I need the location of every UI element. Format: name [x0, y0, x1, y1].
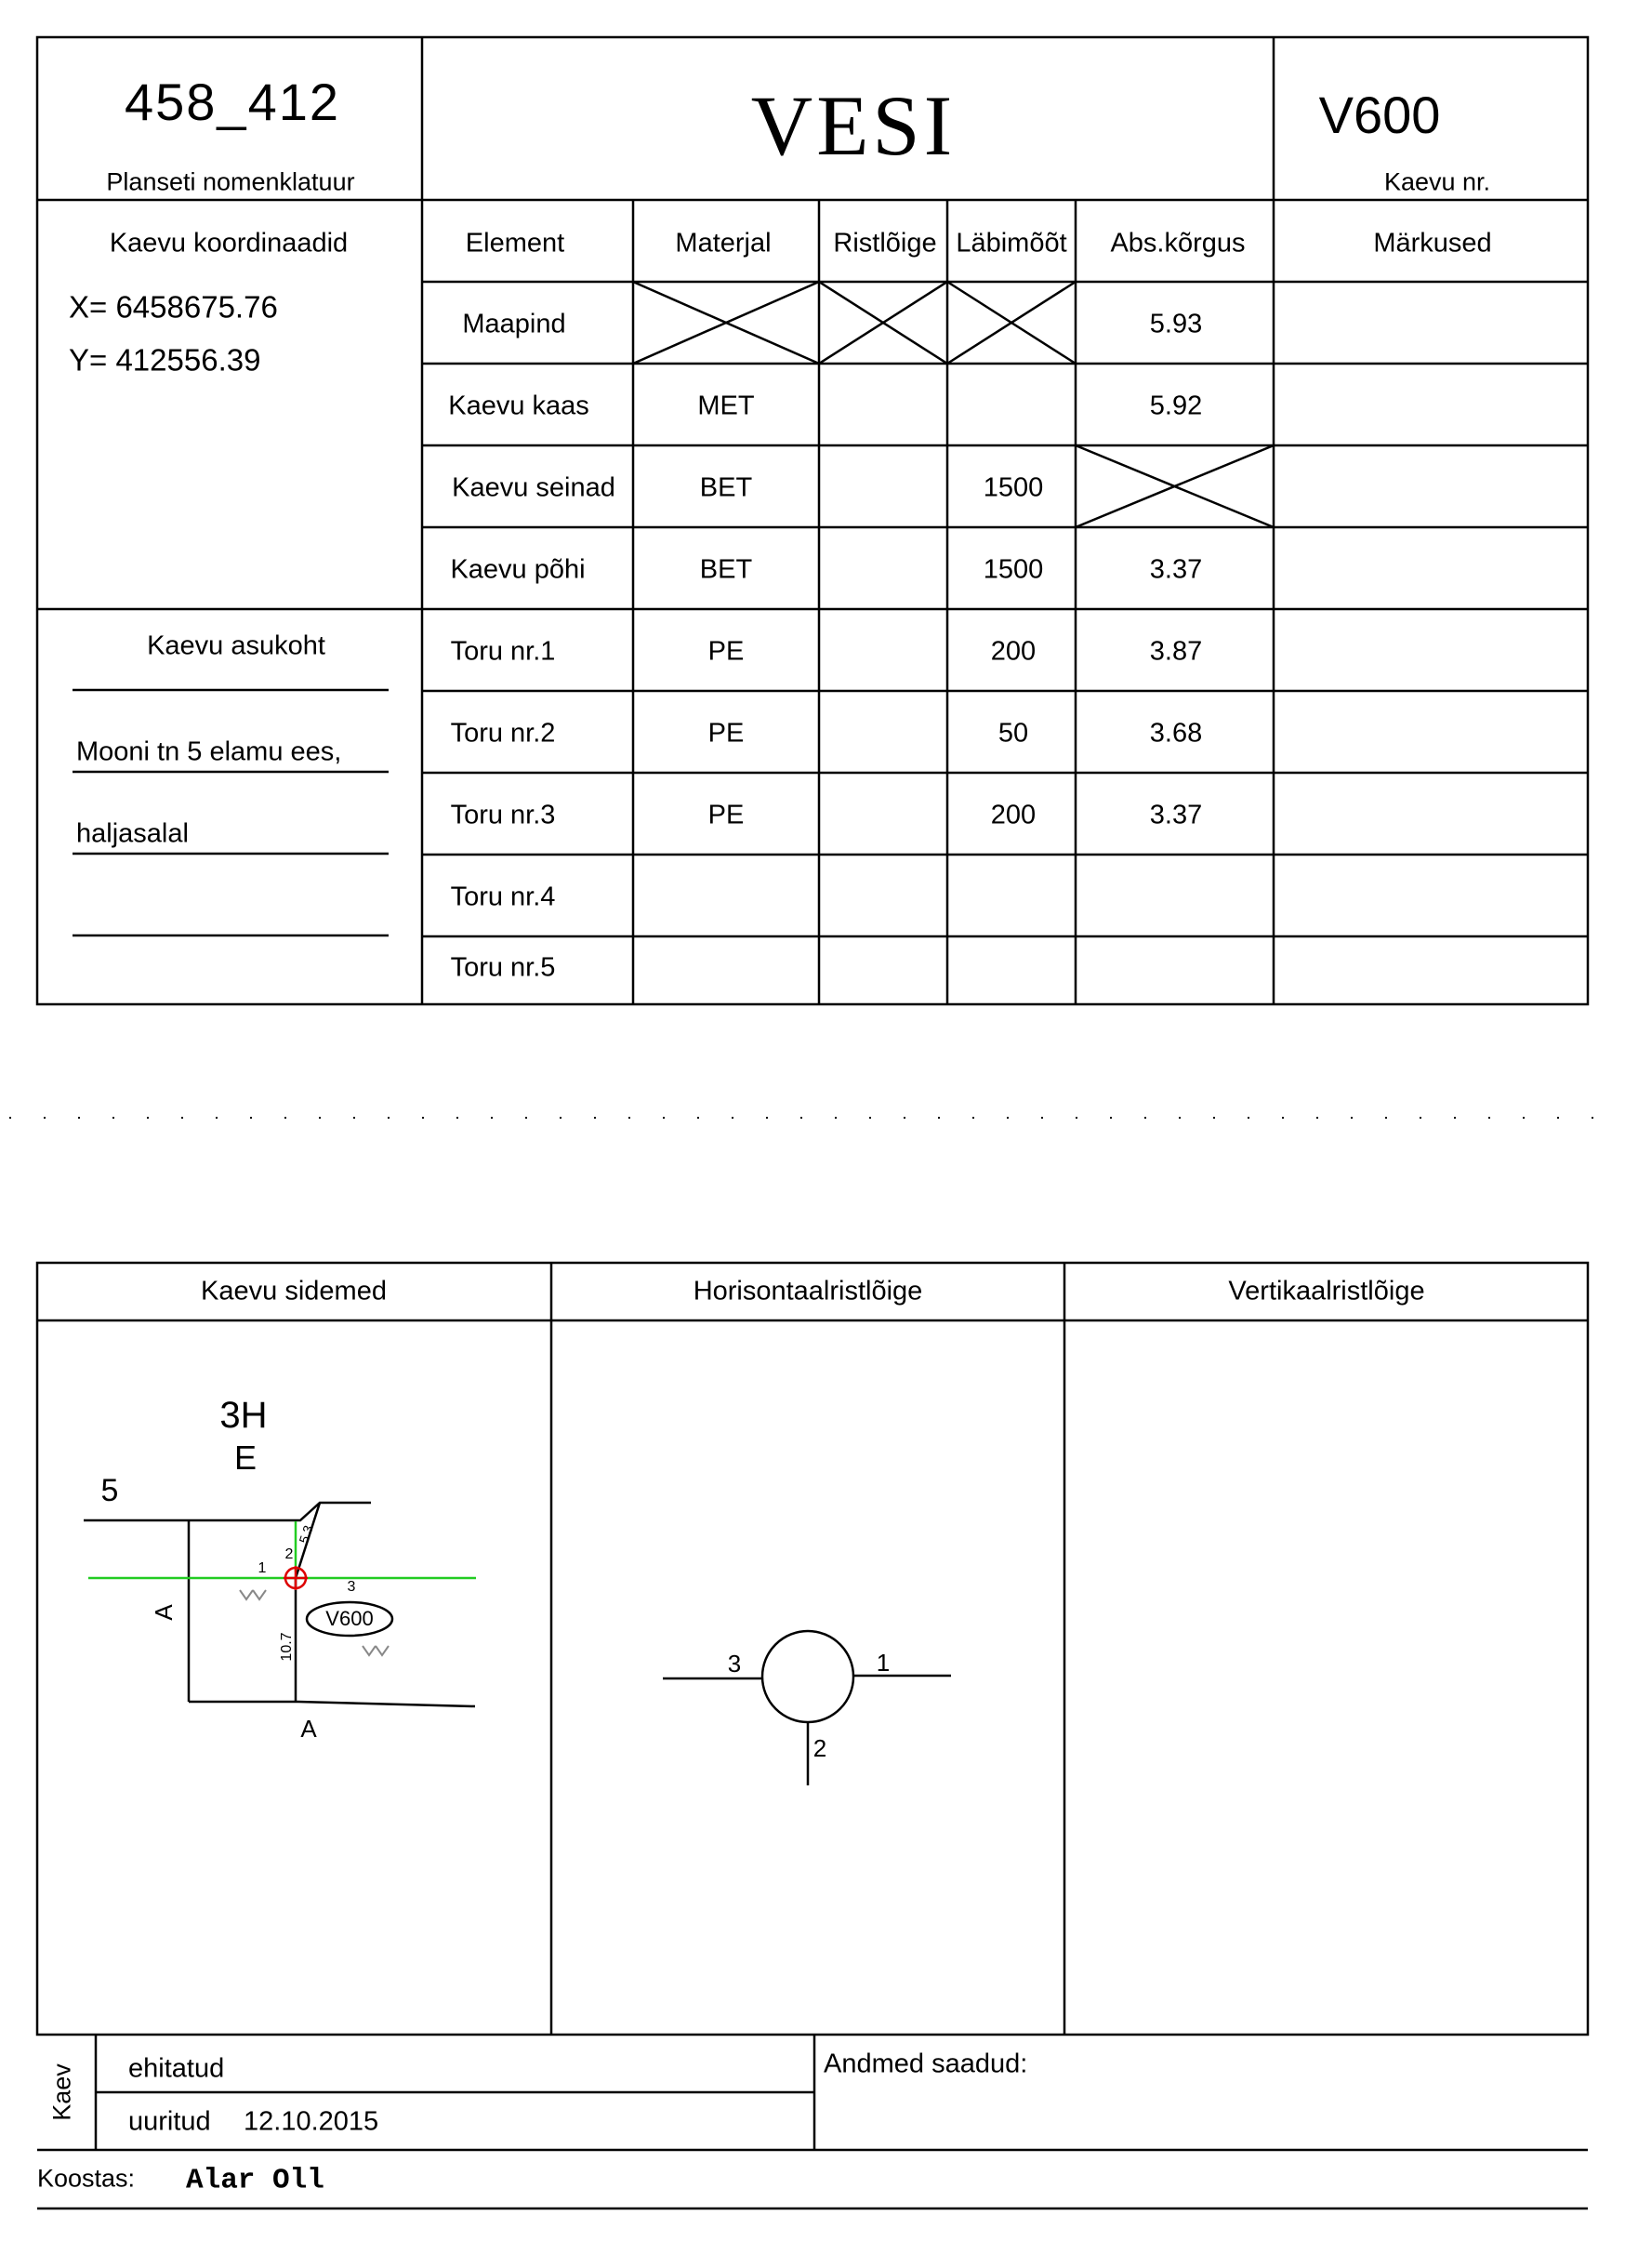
well-number-value: V600 [1318, 86, 1441, 144]
cell-materjal: BET [699, 472, 753, 503]
surveyed-label: uuritud [128, 2106, 211, 2137]
author-name: Alar Oll [186, 2164, 324, 2197]
tie-dim-vertical: 10.7 [279, 1632, 295, 1662]
cell-materjal: MET [697, 391, 755, 421]
well-label: V600 [325, 1607, 374, 1630]
nomenclature-value: 458_412 [124, 73, 341, 131]
cell-labimoot: 200 [990, 800, 1037, 830]
cell-element: Toru nr.2 [450, 718, 556, 749]
column-header-abs-korgus: Abs.kõrgus [1110, 228, 1246, 259]
building-outline [189, 1503, 371, 1520]
cell-element: Toru nr.5 [450, 952, 556, 983]
tie-dim-diagonal: 5.3 [296, 1523, 316, 1545]
ties-sketch [0, 1320, 551, 1785]
cell-abs: 3.37 [1149, 554, 1203, 585]
cell-materjal: BET [699, 554, 753, 585]
column-header-element: Element [465, 228, 565, 259]
cell-element: Kaevu põhi [450, 554, 586, 585]
column-header-labimoot: Läbimõõt [956, 228, 1067, 259]
tie-dim-3: 3 [347, 1579, 356, 1595]
cell-element: Toru nr.4 [450, 882, 556, 912]
column-header-ristloige: Ristlõige [833, 228, 937, 259]
cell-labimoot: 1500 [983, 472, 1044, 503]
cell-abs: 3.87 [1149, 636, 1203, 667]
column-header-markused: Märkused [1373, 228, 1492, 259]
pipe-label-left: 3 [727, 1650, 742, 1678]
cell-abs: 3.68 [1149, 718, 1203, 749]
cell-materjal: PE [707, 636, 745, 667]
ties-heading: Kaevu sidemed [201, 1276, 387, 1306]
cell-element: Kaevu kaas [448, 391, 589, 421]
cut-line [0, 1112, 1625, 1123]
well-number-label: Kaevu nr. [1383, 167, 1491, 196]
location-line-2: haljasalal [76, 818, 189, 849]
cell-element: Kaevu seinad [452, 472, 615, 503]
kaev-label: Kaev [47, 2063, 76, 2121]
column-header-materjal: Materjal [675, 228, 772, 259]
horizontal-section-heading: Horisontaalristlõige [693, 1276, 923, 1306]
cell-materjal: PE [707, 800, 745, 830]
building-label: 3H [219, 1395, 268, 1436]
cell-element: Toru nr.1 [450, 636, 556, 667]
surveyed-date: 12.10.2015 [244, 2106, 379, 2137]
tie-dim-1: 1 [258, 1560, 267, 1576]
location-heading: Kaevu asukoht [147, 630, 325, 661]
built-label: ehitatud [128, 2053, 225, 2084]
well-circle [762, 1631, 853, 1722]
nomenclature-label: Planseti nomenklatuur [106, 167, 355, 196]
vertical-section-heading: Vertikaalristlõige [1228, 1276, 1425, 1306]
building-sub-label: E [233, 1439, 258, 1477]
cell-element: Maapind [462, 309, 566, 339]
author-label: Koostas: [37, 2164, 136, 2193]
cell-labimoot: 50 [997, 718, 1029, 749]
page-title: VESI [750, 78, 957, 173]
cell-materjal: PE [707, 718, 745, 749]
coordinate-x: X= 6458675.76 [69, 289, 278, 325]
horizontal-section-drawing [551, 1320, 1064, 1785]
street-label-bottom: A [300, 1715, 317, 1743]
cell-abs: 5.92 [1149, 391, 1203, 421]
cell-labimoot: 1500 [983, 554, 1044, 585]
pipe-label-down: 2 [812, 1734, 827, 1762]
data-received-label: Andmed saadud: [824, 2049, 1028, 2079]
street-label-left: A [150, 1604, 178, 1621]
cell-element: Toru nr.3 [450, 800, 556, 830]
pipe-label-right: 1 [876, 1649, 891, 1677]
cell-labimoot: 200 [990, 636, 1037, 667]
street-edge-bottom [189, 1702, 475, 1706]
coordinate-y: Y= 412556.39 [69, 342, 261, 378]
tie-dim-2: 2 [284, 1546, 294, 1562]
cell-abs: 3.37 [1149, 800, 1203, 830]
location-line-1: Mooni tn 5 elamu ees, [76, 736, 342, 767]
coordinates-heading: Kaevu koordinaadid [109, 228, 349, 259]
house-number: 5 [100, 1473, 119, 1508]
cell-abs: 5.93 [1149, 309, 1203, 339]
well-marker-icon [284, 1566, 308, 1590]
